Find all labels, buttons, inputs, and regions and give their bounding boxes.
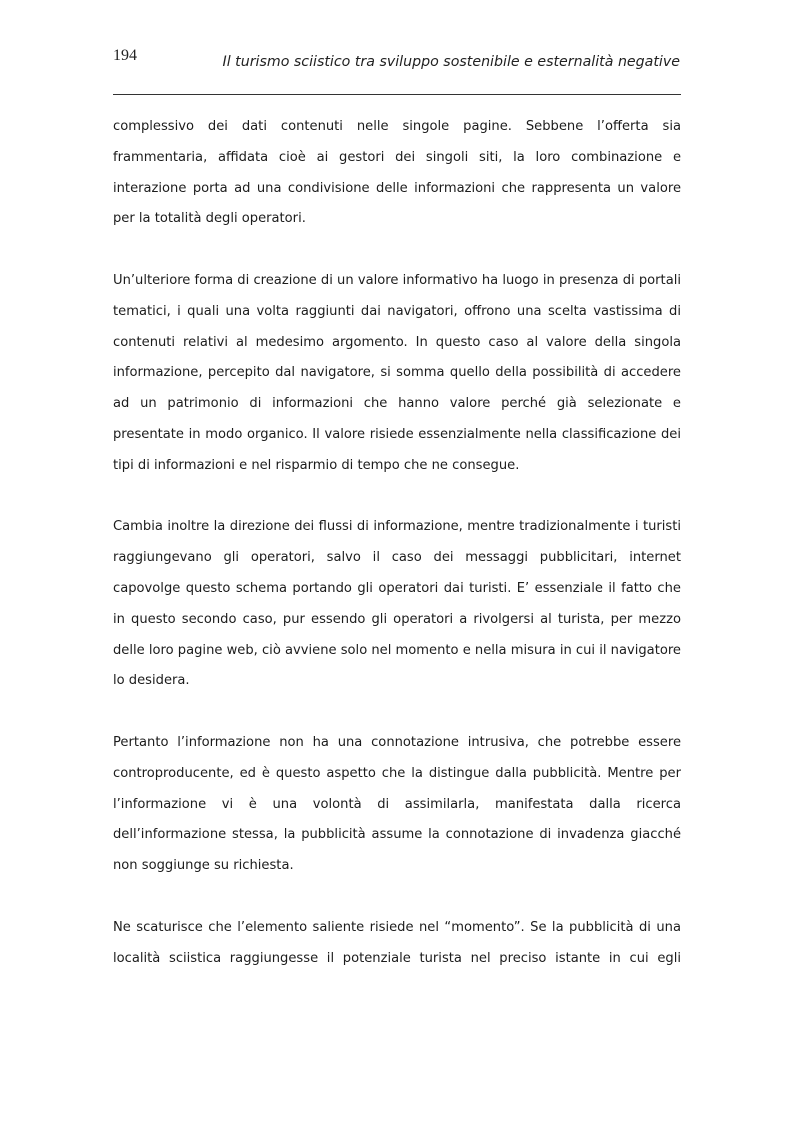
paragraph: Ne scaturisce che l’elemento saliente risiede nel “momento”. Se la pubblicità di una località sciistica raggiungesse il potenziale turista nel preciso istante in cui egli — [113, 919, 681, 966]
body-text — [113, 112, 681, 974]
paragraph: Pertanto l’informazione non ha una connotazione intrusiva, che potrebbe essere controproducente, ed è questo aspetto che la distingue dalla pubblicità. Mentre per l’informazione vi è una volontà di assimilarla, manifestata dalla ricerca dell’informazione stessa, la pubblicità assume la connotazione di invadenza giacché non soggiunge su richiesta. — [113, 734, 681, 874]
paragraph: Cambia inoltre la direzione dei flussi di informazione, mentre tradizionalmente i turisti raggiungevano gli operatori, salvo il caso dei messaggi pubblicitari, internet capovolge questo schema portando gli operatori dai turisti. E’ essenziale il fatto che in questo secondo caso, pur essendo gli operatori a rivolgersi al turista, per mezzo delle loro pagine web, ciò avviene solo nel momento e nella misura in cui il navigatore lo desidera. — [113, 519, 681, 689]
page-number: 194 — [113, 47, 137, 64]
running-title: Il turismo sciistico tra sviluppo sostenibile e esternalità negative — [222, 54, 680, 70]
paragraph: Un’ulteriore forma di creazione di un valore informativo ha luogo in presenza di portali tematici, i quali una volta raggiunti dai navigatori, offrono una scelta vastissima di contenuti relativi al medesimo argomento. In questo caso al valore della singola informazione, percepito dal navigatore, si somma quello della possibilità di accedere ad un patrimonio di informazioni che hanno valore perché già selezionate e presentate in modo organico. Il valore risiede essenzialmente nella classificazione dei tipi di informazioni e nel risparmio di tempo che ne consegue. — [113, 272, 681, 473]
header-divider — [113, 94, 681, 95]
paragraph: complessivo dei dati contenuti nelle singole pagine. Sebbene l’offerta sia frammentaria, affidata cioè ai gestori dei singoli siti, la loro combinazione e interazione porta ad una condivisione delle informazioni che rappresenta un valore per la totalità degli operatori. — [113, 119, 681, 227]
